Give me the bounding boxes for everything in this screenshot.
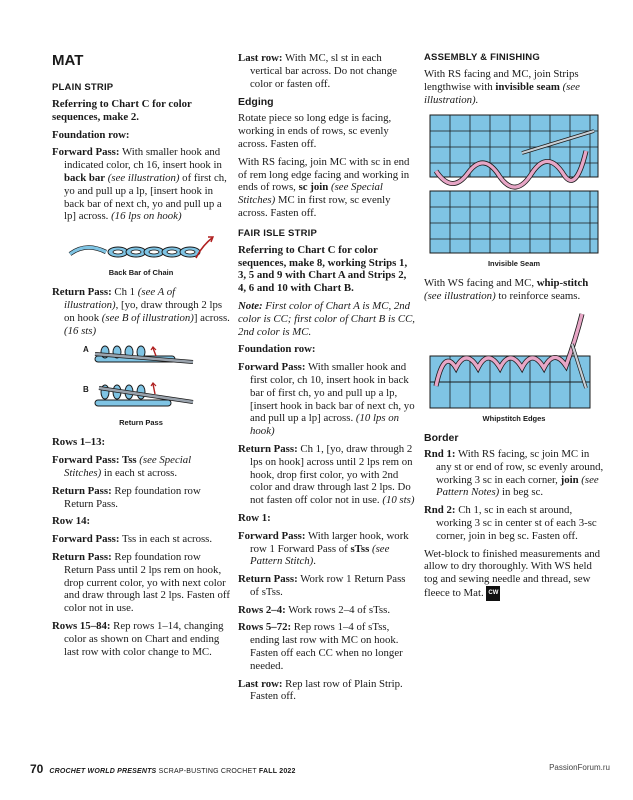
fair-isle-rows-5-72: Rows 5–72: Rep rows 1–4 of sTss, ending last row with MC on hook. Fasten off each CC when no longer needed. [238, 621, 403, 672]
rows-1-13-heading: Rows 1–13: [52, 436, 106, 449]
footer-publication: CROCHET WORLD PRESENTS SCRAP-BUSTING CROCHET FALL 2022 [49, 768, 296, 775]
column-1 [52, 52, 230, 663]
fair-isle-foundation-return: Return Pass: Ch 1, [yo, draw through 2 lps on hook] across until 2 lps rem on hook, drop first color, yo with 2nd color and draw through last 2 lps. Do not fasten off color not in use. (10 sts) [238, 442, 415, 507]
fig-label-b: B [83, 385, 89, 395]
column-3 [424, 52, 604, 606]
rows-1-13-forward-pass: Forward Pass: Tss (see Special Stitches) in each st across. [52, 454, 192, 479]
finishing-paragraph: Wet-block to finished measurements and allow to dry thoroughly. With WS held tog and sewing needle and thread, sew fleece to Mat. CW [424, 547, 601, 599]
fair-isle-rows-2-4: Rows 2–4: Work rows 2–4 of sTss. [238, 603, 391, 616]
rows-1-13-return-pass: Return Pass: Rep foundation row Return Pass. [52, 484, 201, 510]
fair-isle-note: Note: First color of Chart A is MC, 2nd color is CC; first color of Chart B is CC, 2nd color is MC. [238, 299, 415, 338]
assembly-paragraph-2: With WS facing and MC, whip-stitch (see illustration) to reinforce seams. [424, 277, 589, 303]
heading-plain-strip: PLAIN STRIP [52, 82, 114, 93]
fig-label-a: A [83, 345, 89, 355]
plain-strip-intro: Referring to Chart C for color sequences, make 2. [52, 98, 192, 123]
border-rnd-1: Rnd 1: With RS facing, sc join MC in any st or end of row, sc evenly around, working 3 sc in each corner, join (see Pattern Notes) in beg sc. [424, 447, 604, 499]
back-bar-of-chain-caption: Back Bar of Chain [108, 268, 174, 278]
fair-isle-foundation-forward: Forward Pass: With smaller hook and first color, ch 10, insert hook in back bar of first ch, yo and pull up a lp, [insert hook in back bar of next ch, yo and pull up a lp] across. (10 lps on hook) [238, 361, 415, 438]
watermark: PassionForum.ru [549, 763, 610, 772]
plain-strip-last-row: Last row: With MC, sl st in each vertical bar across. Do not change color or fasten off. [238, 52, 397, 90]
page-number: 70 [30, 762, 44, 776]
fair-isle-intro: Referring to Chart C for color sequences, make 8, working Strips 1, 3, 5 and 9 with Chart A and Strips 2, 4, 6 and 10 with Chart B. [238, 243, 408, 295]
row-14-heading: Row 14: [52, 515, 91, 528]
fair-isle-row-1-forward: Forward Pass: With larger hook, work row 1 Forward Pass of sTss (see Pattern Stitch). [238, 529, 409, 568]
border-rnd-2: Rnd 2: Ch 1, sc in each st around, working 3 sc in center st of each 3-sc corner, join in beg sc. Fasten off. [424, 504, 597, 542]
return-pass-illustration [81, 342, 201, 416]
foundation-return-pass: Return Pass: Ch 1 (see A of illustration), [yo, draw through 2 lps on hook (see B of illustration)] across. (16 sts) [52, 286, 230, 337]
edging-paragraph-2: With RS facing, join MC with sc in end of rem long edge facing and working in ends of rows, sc join (see Special Stitches) MC in first row, sc evenly across. Fasten off. [238, 155, 410, 219]
whipstitch-edges-illustration [426, 308, 602, 412]
heading-assembly-finishing: ASSEMBLY & FINISHING [424, 52, 540, 63]
fair-isle-last-row: Last row: Rep last row of Plain Strip. Fasten off. [238, 677, 403, 703]
fair-isle-foundation-heading: Foundation row: [238, 343, 316, 356]
edging-paragraph-1: Rotate piece so long edge is facing, working in ends of rows, sc evenly across. Fasten off. [238, 112, 392, 150]
row-14-return-pass: Return Pass: Rep foundation row Return Pass until 2 lps rem on hook, drop current color, yo with next color and draw through last 2 lps. Fasten off color not in use. [52, 550, 230, 615]
assembly-paragraph-1: With RS facing and MC, join Strips lengthwise with invisible seam (see illustration). [424, 68, 580, 106]
heading-border: Border [424, 431, 459, 444]
foundation-row-heading: Foundation row: [52, 128, 130, 141]
rows-15-84: Rows 15–84: Rep rows 1–14, changing color as shown on Chart and ending last row with color change to MC. [52, 619, 224, 658]
foundation-forward-pass: Forward Pass: With smaller hook and indicated color, ch 16, insert hook in back bar (see illustration) of first ch, yo and pull up a lp, [insert hook in back bar of next ch, yo and pull up a lp] across. (16 lps on hook) [52, 146, 227, 223]
cw-end-badge: CW [486, 586, 500, 601]
section-title-mat: MAT [52, 52, 84, 69]
fair-isle-row-1-return: Return Pass: Work row 1 Return Pass of sTss. [238, 573, 406, 598]
invisible-seam-caption: Invisible Seam [487, 259, 541, 269]
column-2 [238, 52, 416, 708]
row-14-forward-pass: Forward Pass: Tss in each st across. [52, 533, 213, 546]
back-bar-of-chain-illustration [66, 228, 216, 266]
whipstitch-edges-caption: Whipstitch Edges [482, 413, 546, 423]
page-footer [30, 760, 610, 774]
return-pass-caption: Return Pass [119, 418, 163, 428]
fair-isle-row-1-heading: Row 1: [238, 511, 271, 524]
heading-fair-isle-strip: FAIR ISLE STRIP [238, 227, 318, 239]
heading-edging: Edging [238, 96, 274, 109]
invisible-seam-illustration [426, 111, 602, 257]
